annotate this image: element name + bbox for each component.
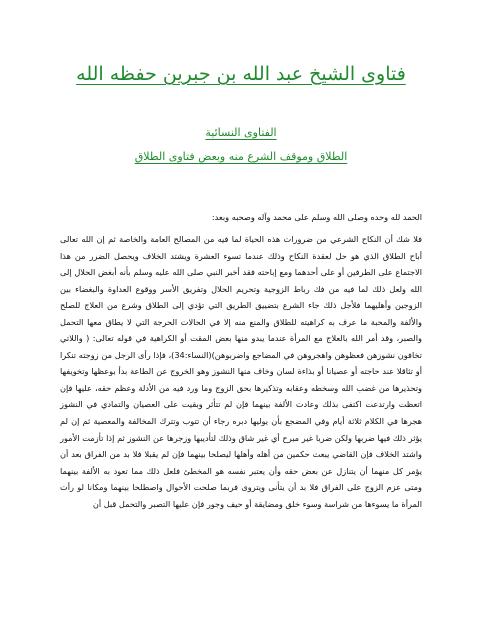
section-title: الفتاوى النسائية xyxy=(205,126,277,139)
subsection-title: الطلاق وموقف الشرع منه وبعض فتاوى الطلاق xyxy=(134,150,348,163)
intro-paragraph: الحمد لله وحده وصلى الله وسلم على محمد وآله وصحبه وبعد: xyxy=(211,212,422,222)
body-paragraph: فلا شك أن النكاح الشرعي من ضرورات هذه الحياة لما فيه من المصالح العامة والخاصة ثم إن الله تعالى أباح الطلاق الذي هو حل لعقدة النكاح وذلك عندما تسوء العشرة ويشتد الخلاف ويحصل الضرر من هذا الاجتماع على الطرفين أو على أحدهما ومع إباحته فقد أخبر النبي صلى الله عليه وسلم بأنه أبغض الحلال إلى الله ولعل ذلك لما فيه من فك رباط الزوجية وتحريم الحلال وتفريق الأسر ووقوع العداوة والبغضاء بين الزوجين وأهليهما فلأجل ذلك جاء الشرع بتضييق الطريق التي تؤدي إلى الطلاق وشرع من العلاج للصلح والألفة والمحبة ما عرف به كراهيته للطلاق والمنع منه إلا في الحالات الحرجة التي لا يطاق معها التحمل والصبر، وقد أمر الله بالعلاج مع المرأة عندما يبدو منها بعض المقت أو الكراهية في قوله تعالى: ( واللاتي تخافون نشوزهن فعظوهن واهجروهن في المضاجع واضربوهن)(النساء:34)، فإذا رأى الرجل من زوجته تنكرا أو تثاقلا عند حاجته أو عصيانا أو بذاءة لسان وخاف منها النشوز وهو الخروج عن الطاعة بدأ بوعظها وتخويفها وتحذيرها من غضب الله وسخطه وعقابه وتذكيرها بحق الزوج وما ورد فيه من الأدلة وعظم حقه، عليها فإن اتعظت وارتدعت اكتفى بذلك وعادت الألفة بينهما فإن لم تتأثر وبقيت على العصيان والتمادي في النشوز هجرها في الكلام ثلاثة أيام وفي المضجع بأن يوليها دبره رجاء أن تتوب وتترك المخالفة والمعصية ثم إن لم يؤثر ذلك فيها ضربها ولكن ضربا غير مبرح أي غير شاق وذلك لتأديبها وزجرها عن النشوز ثم إذا تأزمت الأمور واشتد الخلاف فإن القاضي يبعث حكمين من أهله وأهلها ليصلحا بينهما فإن لم يقبلا فلا بد من الفراق بعد أن يؤمر كل منهما أن يتنازل عن بعض حقه وأن يعتبر نفسه هو المخطئ فلعل ذلك مما تعود به الألفة بينهما ومتى عزم الزوج على الفراق فلا بد أن يتأنى ويتروى فربما صلحت الأحوال واصطلحا بينهما ومكانا لو رأت المرأة ما يسوءها من شراسة وسوء خلق ومضايقة أو حيف وجور فإن عليها التصبر والتحمل قبل أن xyxy=(60,234,422,509)
section-heading xyxy=(60,124,422,166)
document-title: فتاوى الشيخ عبد الله بن جبرين حفظه الله xyxy=(76,63,406,85)
body-text xyxy=(60,231,422,512)
